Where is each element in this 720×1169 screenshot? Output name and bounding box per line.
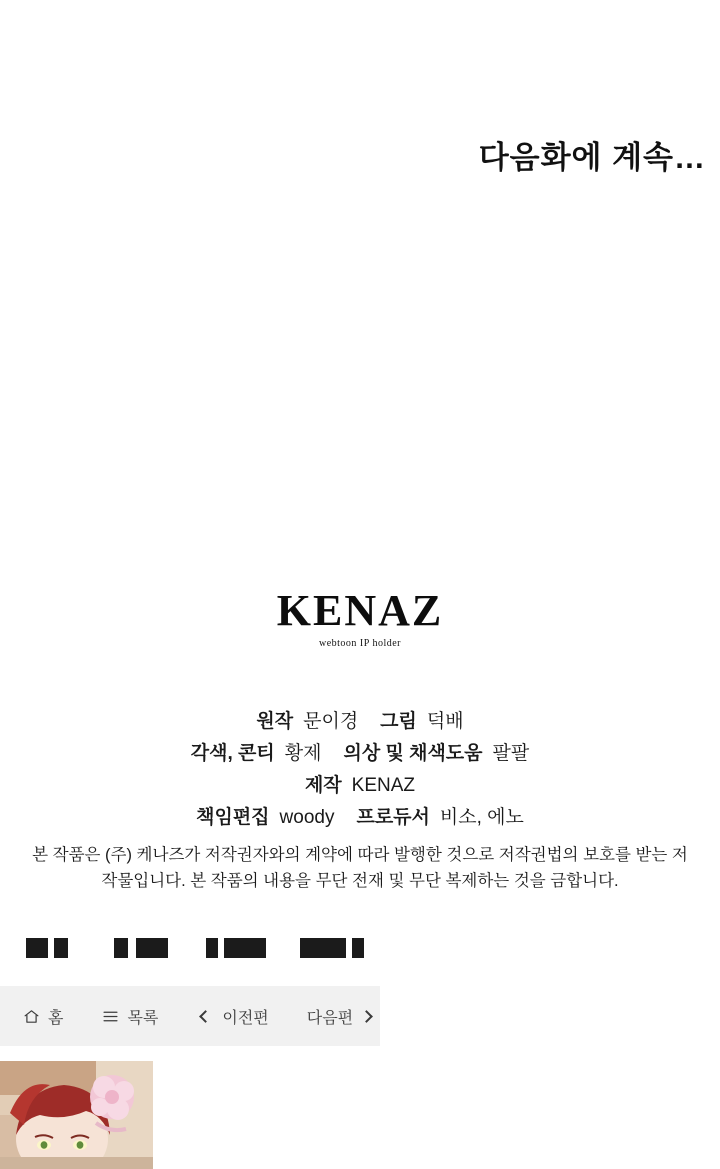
credit-name: 비소, 에노 bbox=[439, 807, 524, 828]
nav-next-label: 다음편 bbox=[306, 1009, 354, 1027]
credit-role: 그림 bbox=[380, 711, 417, 732]
copyright-notice: 본 작품은 (주) 케나즈가 저작권자와의 계약에 따라 발행한 것으로 저작권법의 보호를 받는 저작물입니다. 본 작품의 내용을 무단 전재 및 무단 복제하는 것을 금합니다. bbox=[32, 846, 688, 890]
redacted-block bbox=[26, 938, 48, 958]
redacted-blocks bbox=[0, 938, 720, 964]
credit-role: 제작 bbox=[304, 775, 342, 796]
credit-line bbox=[0, 802, 720, 834]
credit-name: 황제 bbox=[284, 743, 322, 764]
to-be-continued-text: 다음화에 계속… bbox=[478, 140, 706, 175]
credit-name: woody bbox=[279, 807, 335, 828]
nav-list-button[interactable] bbox=[63, 986, 158, 1046]
credit-name: 팔팔 bbox=[492, 743, 530, 764]
credit-role: 프로듀서 bbox=[356, 807, 430, 828]
chevron-right-icon bbox=[353, 1007, 371, 1025]
studio-logo-text: KENAZ bbox=[276, 586, 444, 635]
credit-name: KENAZ bbox=[351, 775, 416, 796]
home-icon bbox=[22, 1007, 40, 1025]
nav-home-label: 홈 bbox=[48, 1009, 64, 1027]
chevron-left-icon bbox=[196, 1007, 214, 1025]
credit-role: 각색, 콘티 bbox=[190, 743, 275, 764]
next-episode-thumbnail[interactable] bbox=[0, 1061, 153, 1169]
list-icon bbox=[101, 1007, 119, 1025]
redacted-block bbox=[300, 938, 346, 958]
redacted-block bbox=[206, 938, 218, 958]
redacted-block bbox=[352, 938, 364, 958]
credits-block bbox=[0, 706, 720, 834]
redacted-block bbox=[224, 938, 266, 958]
credit-line bbox=[0, 738, 720, 770]
nav-prev-label: 이전편 bbox=[222, 1009, 269, 1027]
studio-logo bbox=[0, 588, 720, 649]
redacted-block bbox=[54, 938, 68, 958]
redacted-block bbox=[114, 938, 128, 958]
nav-home-button[interactable] bbox=[0, 986, 63, 1046]
credit-role: 원작 bbox=[256, 711, 294, 732]
nav-list-label: 목록 bbox=[127, 1009, 159, 1027]
nav-prev-episode-button[interactable] bbox=[158, 986, 268, 1046]
thumbnail-art bbox=[0, 1061, 153, 1169]
credit-line bbox=[0, 770, 720, 802]
credit-role: 책임편집 bbox=[196, 807, 270, 828]
credit-line bbox=[0, 706, 720, 738]
redacted-block bbox=[136, 938, 168, 958]
credit-name: 문이경 bbox=[303, 711, 359, 732]
credit-name: 덕배 bbox=[426, 711, 464, 732]
credit-role: 의상 및 채색도움 bbox=[343, 743, 483, 764]
bottom-navigation-bar bbox=[0, 986, 380, 1046]
studio-logo-tagline: webtoon IP holder bbox=[318, 638, 401, 650]
nav-next-episode-button[interactable] bbox=[269, 986, 371, 1046]
